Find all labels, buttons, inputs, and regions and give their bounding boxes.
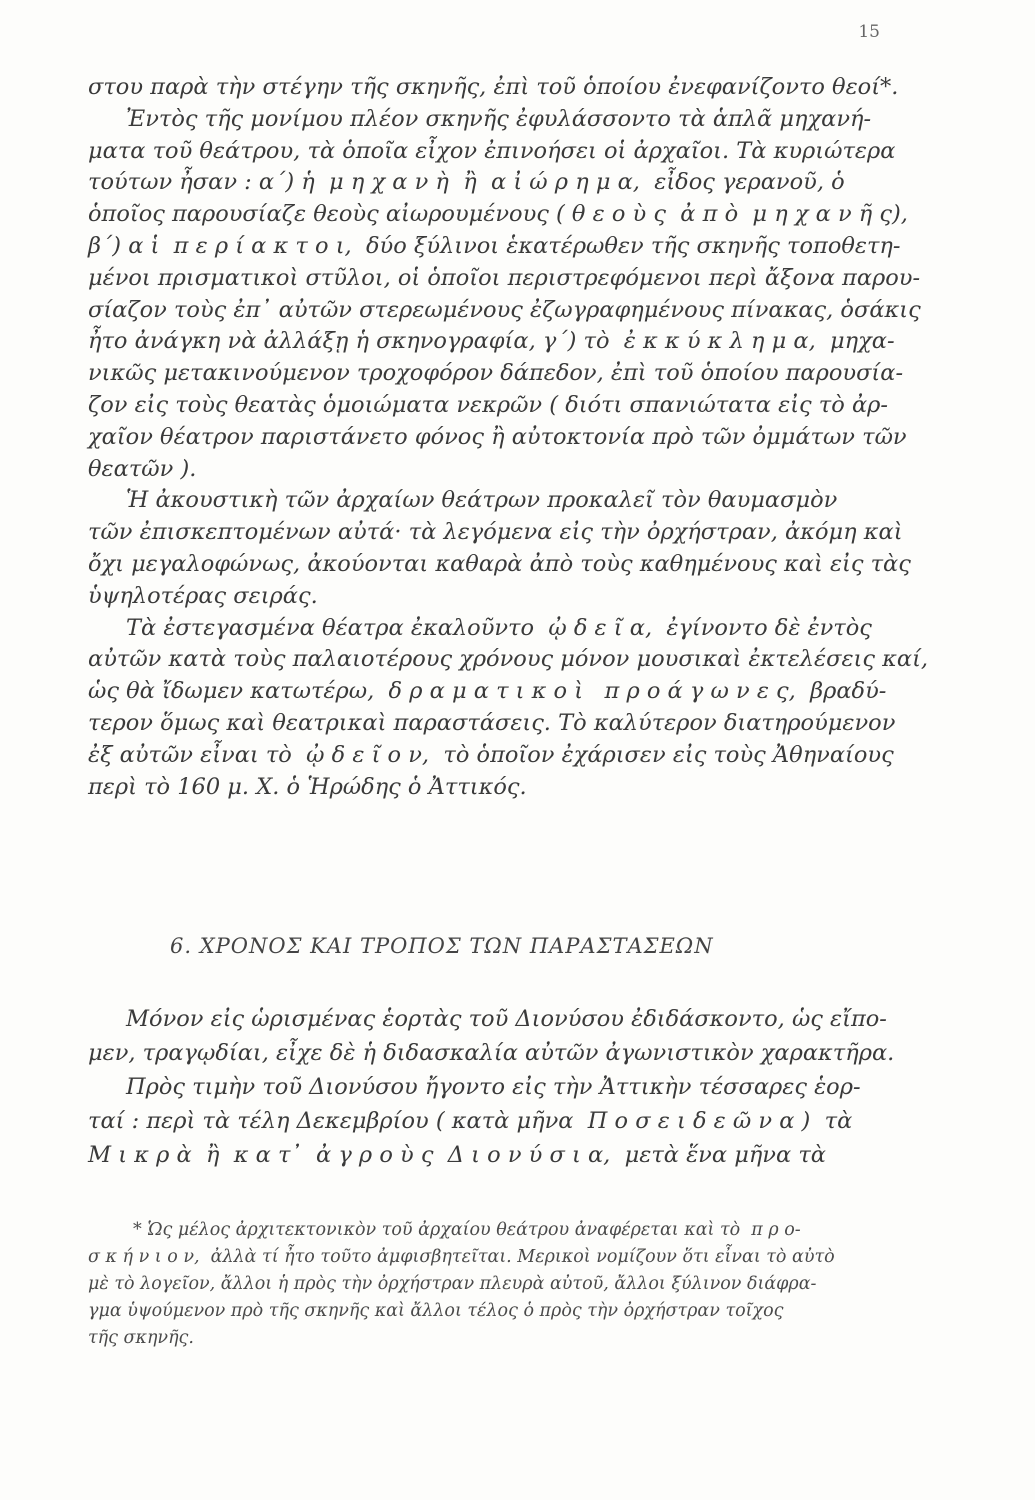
footnote-line: * Ὡς μέλος ἀρχιτεκτονικὸν τοῦ ἀρχαίου θεάτρου ἀναφέρεται καὶ τὸ π ρ ο- bbox=[133, 1220, 801, 1240]
text-line: ὄχι μεγαλοφώνως, ἀκούονται καθαρὰ ἀπὸ τοὺς καθημένους καὶ εἰς τὰς bbox=[88, 550, 911, 577]
text-line: β΄) α ἱ π ε ρ ί α κ τ ο ι, δύο ξύλινοι ἑκατέρωθεν τῆς σκηνῆς τοποθετη- bbox=[88, 232, 901, 259]
text-line: μένοι πρισματικοὶ στῦλοι, οἱ ὁποῖοι περιστρεφόμενοι περὶ ἄξονα παρου- bbox=[88, 264, 921, 291]
text-line: Ἐντὸς τῆς μονίμου πλέον σκηνῆς ἐφυλάσσοντο τὰ ἁπλᾶ μηχανή- bbox=[126, 105, 872, 132]
main-text bbox=[88, 72, 929, 803]
text-line: τῶν ἐπισκεπτομένων αὐτά· τὰ λεγόμενα εἰς τὴν ὀρχήστραν, ἀκόμη καὶ bbox=[88, 519, 903, 546]
text-line: νικῶς μετακινούμενον τροχοφόρον δάπεδον, ἐπὶ τοῦ ὁποίου παρουσία- bbox=[88, 360, 904, 387]
footnote-line: σ κ ή ν ι ο ν, ἀλλὰ τί ἦτο τοῦτο ἀμφισβητεῖται. Μερικοὶ νομίζουν ὅτι εἶναι τὸ αὐτὸ bbox=[88, 1247, 835, 1267]
text-line: Μόνον εἰς ὡρισμένας ἑορτὰς τοῦ Διονύσου ἐδιδάσκοντο, ὡς εἴπο- bbox=[126, 1006, 887, 1032]
footnote-line: γμα ὑψούμενον πρὸ τῆς σκηνῆς καὶ ἄλλοι τέλος ὁ πρὸς τὴν ὀρχήστραν τοῖχος bbox=[88, 1301, 784, 1321]
section-text bbox=[88, 1002, 903, 1172]
text-line: ὑψηλοτέρας σειράς. bbox=[88, 582, 318, 609]
text-line: ὡς θὰ ἴδωμεν κατωτέρω, δ ρ α μ α τ ι κ ο ὶ π ρ ο ά γ ω ν ε ς, βραδύ- bbox=[88, 678, 887, 705]
text-line: ὁποῖος παρουσίαζε θεοὺς αἰωρουμένους ( θ ε ο ὺ ς ἀ π ὸ μ η χ α ν ῆ ς), bbox=[88, 201, 908, 228]
text-line: χαῖον θέατρον παριστάνετο φόνος ἢ αὐτοκτονία πρὸ τῶν ὀμμάτων τῶν bbox=[88, 423, 907, 450]
footnote-line: τῆς σκηνῆς. bbox=[88, 1328, 194, 1348]
text-line: τερον ὅμως καὶ θεατρικαὶ παραστάσεις. Τὸ καλύτερον διατηρούμενον bbox=[88, 709, 896, 736]
text-line: στου παρὰ τὴν στέγην τῆς σκηνῆς, ἐπὶ τοῦ ὁποίου ἐνεφανίζοντο θεοί*. bbox=[88, 74, 899, 100]
footnote-line: μὲ τὸ λογεῖον, ἄλλοι ἡ πρὸς τὴν ὀρχήστραν πλευρὰ αὐτοῦ, ἄλλοι ξύλινον διάφρα- bbox=[88, 1274, 817, 1294]
text-line: ἦτο ἀνάγκη νὰ ἀλλάξῃ ἡ σκηνογραφία, γ΄) τὸ ἐ κ κ ύ κ λ η μ α, μηχα- bbox=[88, 328, 895, 355]
text-line: Ἡ ἀκουστικὴ τῶν ἀρχαίων θεάτρων προκαλεῖ τὸν θαυμασμὸν bbox=[126, 487, 838, 514]
text-line: αὐτῶν κατὰ τοὺς παλαιοτέρους χρόνους μόνον μουσικαὶ ἐκτελέσεις καί, bbox=[88, 646, 929, 673]
text-line: Πρὸς τιμὴν τοῦ Διονύσου ἤγοντο εἰς τὴν Ἀττικὴν τέσσαρες ἑορ- bbox=[126, 1074, 861, 1100]
text-line: μεν, τραγῳδίαι, εἶχε δὲ ἡ διδασκαλία αὐτῶν ἀγωνιστικὸν χαρακτῆρα. bbox=[88, 1040, 895, 1066]
section-heading: 6. ΧΡΟΝΟΣ ΚΑΙ ΤΡΟΠΟΣ ΤΩΝ ΠΑΡΑΣΤΑΣΕΩΝ bbox=[170, 934, 714, 958]
text-line: ζον εἰς τοὺς θεατὰς ὁμοιώματα νεκρῶν ( διότι σπανιώτατα εἰς τὸ ἀρ- bbox=[88, 391, 888, 418]
text-line: περὶ τὸ 160 μ. Χ. ὁ Ἡρώδης ὁ Ἀττικός. bbox=[88, 773, 527, 800]
text-line: τούτων ἦσαν : α΄) ἡ μ η χ α ν ὴ ἢ α ἰ ώ ρ η μ α, εἶδος γερανοῦ, ὁ bbox=[88, 169, 845, 196]
text-line: Μ ι κ ρ ὰ ἢ κ α τ᾽ ἀ γ ρ ο ὺ ς Δ ι ο ν ύ σ ι α, μετὰ ἕνα μῆνα τὰ bbox=[88, 1142, 826, 1168]
page-number: 15 bbox=[858, 22, 880, 42]
text-line: σίαζον τοὺς ἐπ᾽ αὐτῶν στερεωμένους ἐζωγραφημένους πίνακας, ὁσάκις bbox=[88, 296, 921, 323]
text-line: Τὰ ἐστεγασμένα θέατρα ἐκαλοῦντο ᾠ δ ε ῖ α, ἐγίνοντο δὲ ἐντὸς bbox=[126, 614, 872, 641]
text-line: ἐξ αὐτῶν εἶναι τὸ ᾠ δ ε ῖ ο ν, τὸ ὁποῖον ἐχάρισεν εἰς τοὺς Ἀθηναίους bbox=[88, 741, 894, 768]
text-line: ματα τοῦ θεάτρου, τὰ ὁποῖα εἶχον ἐπινοήσει οἱ ἀρχαῖοι. Τὰ κυριώτερα bbox=[88, 137, 896, 164]
text-line: θεατῶν ). bbox=[88, 455, 197, 482]
text-line: ταί : περὶ τὰ τέλη Δεκεμβρίου ( κατὰ μῆνα Π ο σ ε ι δ ε ῶ ν α ) τὰ bbox=[88, 1108, 853, 1134]
footnote bbox=[88, 1217, 908, 1352]
